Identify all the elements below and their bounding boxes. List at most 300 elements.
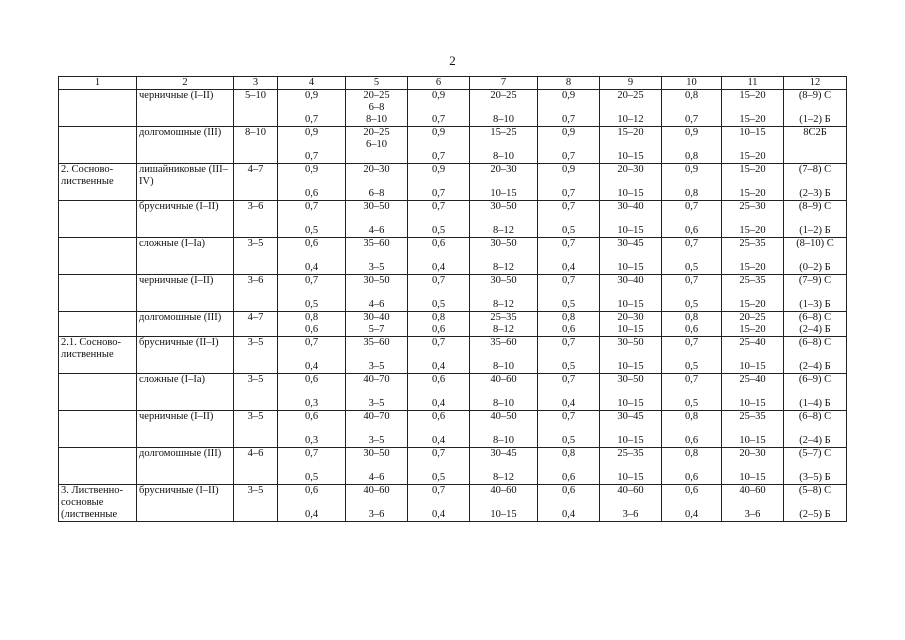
value-cell bbox=[600, 312, 662, 337]
value-text: 0,7 bbox=[304, 275, 319, 286]
value-text: 0,5 bbox=[684, 398, 699, 409]
value-text: 20–30 bbox=[617, 312, 644, 323]
value-cell bbox=[600, 275, 662, 312]
value-cell bbox=[784, 201, 847, 238]
value-text: 0,5 bbox=[684, 361, 699, 372]
value-text: 15–20 bbox=[739, 262, 766, 273]
column-header-1: 1 bbox=[59, 77, 137, 90]
value-text: (2–4) Б bbox=[799, 361, 831, 372]
value-text: 30–40 bbox=[617, 275, 644, 286]
value-text: 8–10 bbox=[493, 435, 514, 446]
value-cell bbox=[722, 164, 784, 201]
value-text: 0,7 bbox=[684, 275, 699, 286]
value-text: (6–8) С bbox=[798, 312, 832, 323]
value-text: 0,5 bbox=[431, 472, 446, 483]
value-text: 0,9 bbox=[304, 127, 319, 138]
value-text: 0,7 bbox=[561, 188, 576, 199]
value-text: 0,5 bbox=[431, 225, 446, 236]
value-text: 0,9 bbox=[431, 90, 446, 101]
value-text: (2–4) Б bbox=[799, 435, 831, 446]
value-text: 0,3 bbox=[304, 435, 319, 446]
subtype-cell: сложные (I–Ia) bbox=[137, 374, 234, 411]
value-text: 0,7 bbox=[561, 201, 576, 212]
value-text: 8–10 bbox=[493, 361, 514, 372]
value-text bbox=[786, 151, 844, 163]
value-text: 25–40 bbox=[739, 374, 766, 385]
value-text: 0,6 bbox=[684, 472, 699, 483]
forest-type-cell bbox=[59, 411, 137, 448]
value-cell bbox=[662, 90, 722, 127]
value-text: 25–35 bbox=[617, 448, 644, 459]
value-text: 0,4 bbox=[561, 398, 576, 409]
value-text bbox=[348, 151, 405, 163]
value-text: 6–8 bbox=[368, 188, 385, 199]
value-text: 40–60 bbox=[617, 485, 644, 496]
column-header-2: 2 bbox=[137, 77, 234, 90]
value-cell bbox=[278, 312, 346, 337]
value-text: 15–20 bbox=[739, 164, 766, 175]
value-text: 0,6 bbox=[304, 485, 319, 496]
value-text: 10–15 bbox=[617, 435, 644, 446]
forest-type-cell bbox=[59, 275, 137, 312]
forest-type-cell bbox=[59, 238, 137, 275]
value-text: 30–50 bbox=[490, 238, 517, 249]
value-cell bbox=[722, 448, 784, 485]
value-text: (2–3) Б bbox=[799, 188, 831, 199]
value-text: 0,8 bbox=[684, 312, 699, 323]
value-text: 0,6 bbox=[561, 485, 576, 496]
value-text: 0,6 bbox=[304, 374, 319, 385]
header-row bbox=[59, 77, 847, 90]
value-text: 10–15 bbox=[739, 127, 766, 138]
value-cell bbox=[662, 201, 722, 238]
value-text: 5–7 bbox=[368, 324, 385, 335]
value-text: 0,7 bbox=[684, 337, 699, 348]
value-text: 8–12 bbox=[493, 262, 514, 273]
value-text: 10–15 bbox=[617, 262, 644, 273]
value-text: 0,8 bbox=[561, 312, 576, 323]
value-text: (0–2) Б bbox=[799, 262, 831, 273]
value-cell bbox=[784, 312, 847, 337]
value-text: 10–15 bbox=[617, 324, 644, 335]
value-text: 40–60 bbox=[363, 485, 390, 496]
forest-type-cell: 2. Сосново-лиственные bbox=[59, 164, 137, 201]
value-cell bbox=[538, 374, 600, 411]
value-cell bbox=[662, 238, 722, 275]
value-text: 0,8 bbox=[431, 312, 446, 323]
value-text: 0,9 bbox=[561, 90, 576, 101]
value-text: 40–70 bbox=[363, 411, 390, 422]
value-cell bbox=[722, 374, 784, 411]
value-text: 40–60 bbox=[490, 485, 517, 496]
value-text: 0,4 bbox=[304, 262, 319, 273]
value-text: 0,5 bbox=[431, 299, 446, 310]
value-text: 0,7 bbox=[561, 337, 576, 348]
value-text: 0,9 bbox=[431, 127, 446, 138]
value-cell bbox=[346, 312, 408, 337]
value-text: 0,5 bbox=[304, 225, 319, 236]
value-text: 10–15 bbox=[490, 188, 517, 199]
value-text: 40–70 bbox=[363, 374, 390, 385]
value-cell bbox=[662, 312, 722, 337]
value-text: 0,4 bbox=[561, 262, 576, 273]
value-text: 0,8 bbox=[684, 90, 699, 101]
value-cell bbox=[408, 374, 470, 411]
value-cell bbox=[600, 374, 662, 411]
value-text: 0,7 bbox=[684, 201, 699, 212]
subtype-cell: долгомошные (III) bbox=[137, 127, 234, 164]
value-text: (8–9) С bbox=[798, 201, 832, 212]
value-cell bbox=[408, 448, 470, 485]
column-header-7: 7 bbox=[470, 77, 538, 90]
age-cell: 3–6 bbox=[234, 275, 278, 312]
value-text: 0,7 bbox=[561, 374, 576, 385]
value-cell bbox=[600, 90, 662, 127]
value-cell bbox=[470, 238, 538, 275]
value-cell bbox=[784, 238, 847, 275]
value-text: 0,4 bbox=[431, 262, 446, 273]
value-text: 0,7 bbox=[684, 114, 699, 125]
value-cell bbox=[600, 164, 662, 201]
value-cell bbox=[722, 127, 784, 164]
value-cell bbox=[538, 90, 600, 127]
value-text: (7–9) С bbox=[798, 275, 832, 286]
value-cell bbox=[346, 164, 408, 201]
table-row bbox=[59, 238, 847, 275]
value-cell bbox=[784, 90, 847, 127]
value-text: 4–6 bbox=[368, 472, 385, 483]
value-cell bbox=[600, 201, 662, 238]
value-text: 0,9 bbox=[561, 164, 576, 175]
value-text: 25–35 bbox=[739, 238, 766, 249]
value-cell bbox=[662, 164, 722, 201]
value-cell bbox=[408, 90, 470, 127]
page-number: 2 bbox=[449, 53, 456, 68]
value-text: 0,7 bbox=[431, 448, 446, 459]
subtype-cell: долгомошные (III) bbox=[137, 448, 234, 485]
value-text: 20–25 bbox=[490, 90, 517, 101]
value-text: (8–9) С bbox=[798, 90, 832, 101]
value-text: 20–25 bbox=[739, 312, 766, 323]
value-text: 0,5 bbox=[304, 299, 319, 310]
value-text: 0,6 bbox=[431, 411, 446, 422]
age-cell: 3–5 bbox=[234, 411, 278, 448]
age-cell: 3–6 bbox=[234, 201, 278, 238]
value-text: (1–4) Б bbox=[799, 398, 831, 409]
value-text: 0,8 bbox=[684, 448, 699, 459]
value-cell bbox=[470, 275, 538, 312]
value-text: 0,4 bbox=[304, 509, 319, 520]
value-text: 10–15 bbox=[490, 509, 517, 520]
value-text: 3–5 bbox=[368, 262, 385, 273]
value-text: 0,7 bbox=[431, 114, 446, 125]
value-cell bbox=[278, 238, 346, 275]
value-text: 6–10 bbox=[366, 139, 387, 150]
value-cell bbox=[538, 238, 600, 275]
value-cell bbox=[722, 411, 784, 448]
value-cell bbox=[346, 275, 408, 312]
value-text: 0,4 bbox=[684, 509, 699, 520]
value-cell bbox=[278, 411, 346, 448]
value-text: 4–6 bbox=[368, 299, 385, 310]
value-text: 10–15 bbox=[617, 188, 644, 199]
column-header-5: 5 bbox=[346, 77, 408, 90]
value-text: 8–12 bbox=[493, 225, 514, 236]
value-text: 0,5 bbox=[304, 472, 319, 483]
value-text: 0,9 bbox=[304, 164, 319, 175]
value-text: 20–30 bbox=[363, 164, 390, 175]
value-text: 30–50 bbox=[363, 201, 390, 212]
forest-type-cell bbox=[59, 312, 137, 337]
value-cell bbox=[346, 238, 408, 275]
value-text: 20–25 bbox=[617, 90, 644, 101]
value-cell bbox=[784, 164, 847, 201]
value-text: 10–15 bbox=[617, 361, 644, 372]
value-text: 0,7 bbox=[431, 337, 446, 348]
value-cell bbox=[470, 201, 538, 238]
value-text: 10–15 bbox=[617, 299, 644, 310]
value-text: (1–3) Б bbox=[799, 299, 831, 310]
value-cell bbox=[662, 448, 722, 485]
value-cell bbox=[278, 374, 346, 411]
value-cell bbox=[538, 201, 600, 238]
value-text: (6–9) С bbox=[798, 374, 832, 385]
value-cell bbox=[346, 127, 408, 164]
value-text: 30–40 bbox=[363, 312, 390, 323]
value-text: 4–6 bbox=[368, 225, 385, 236]
value-cell bbox=[600, 485, 662, 522]
value-text: 30–40 bbox=[617, 201, 644, 212]
forest-type-cell bbox=[59, 90, 137, 127]
value-cell bbox=[722, 275, 784, 312]
value-cell bbox=[346, 374, 408, 411]
value-text: 10–15 bbox=[617, 398, 644, 409]
value-text: 15–20 bbox=[739, 90, 766, 101]
value-cell bbox=[346, 485, 408, 522]
value-text: 10–15 bbox=[739, 472, 766, 483]
value-cell bbox=[662, 374, 722, 411]
forest-type-cell: 2.1. Сосново-лиственные bbox=[59, 337, 137, 374]
value-text: 8–12 bbox=[493, 299, 514, 310]
value-text: 10–15 bbox=[739, 361, 766, 372]
value-text: 8–12 bbox=[493, 472, 514, 483]
forest-type-cell bbox=[59, 201, 137, 238]
value-text: 8С2Б bbox=[803, 127, 827, 138]
value-cell bbox=[538, 275, 600, 312]
value-text: 0,5 bbox=[561, 299, 576, 310]
value-text: (6–8) С bbox=[798, 411, 832, 422]
value-text: 0,6 bbox=[684, 435, 699, 446]
value-text: (7–8) С bbox=[798, 164, 832, 175]
value-text: 25–35 bbox=[739, 275, 766, 286]
value-text: 0,7 bbox=[304, 201, 319, 212]
value-text: 15–20 bbox=[739, 225, 766, 236]
subtype-cell: брусничные (I–II) bbox=[137, 485, 234, 522]
value-cell bbox=[470, 337, 538, 374]
value-cell bbox=[538, 411, 600, 448]
value-cell bbox=[408, 238, 470, 275]
value-text: 0,8 bbox=[684, 411, 699, 422]
value-text: 40–60 bbox=[490, 374, 517, 385]
value-text: 10–15 bbox=[739, 398, 766, 409]
value-cell bbox=[278, 164, 346, 201]
value-text: 25–40 bbox=[739, 337, 766, 348]
forest-type-cell bbox=[59, 374, 137, 411]
value-cell bbox=[408, 337, 470, 374]
value-text: 8–10 bbox=[366, 114, 387, 125]
value-text: 40–60 bbox=[739, 485, 766, 496]
value-text: 0,7 bbox=[561, 238, 576, 249]
age-cell: 3–5 bbox=[234, 485, 278, 522]
value-text: 15–20 bbox=[739, 188, 766, 199]
value-text: (6–8) С bbox=[798, 337, 832, 348]
value-cell bbox=[600, 411, 662, 448]
value-cell bbox=[600, 127, 662, 164]
column-header-12: 12 bbox=[784, 77, 847, 90]
value-cell bbox=[722, 485, 784, 522]
value-text: 20–25 bbox=[363, 90, 390, 101]
value-cell bbox=[538, 312, 600, 337]
value-text: (1–2) Б bbox=[799, 225, 831, 236]
age-cell: 3–5 bbox=[234, 238, 278, 275]
value-text: 15–20 bbox=[739, 151, 766, 162]
age-cell: 4–7 bbox=[234, 312, 278, 337]
value-cell bbox=[722, 337, 784, 374]
value-text: 15–25 bbox=[490, 127, 517, 138]
value-text: 10–15 bbox=[617, 472, 644, 483]
value-text: 20–30 bbox=[617, 164, 644, 175]
value-text: 25–35 bbox=[490, 312, 517, 323]
column-header-9: 9 bbox=[600, 77, 662, 90]
value-text: 3–6 bbox=[622, 509, 639, 520]
value-cell bbox=[784, 411, 847, 448]
value-text: 0,7 bbox=[561, 411, 576, 422]
value-text: 0,7 bbox=[431, 275, 446, 286]
column-header-11: 11 bbox=[722, 77, 784, 90]
value-text: 0,8 bbox=[304, 312, 319, 323]
value-text: 0,4 bbox=[431, 398, 446, 409]
value-cell bbox=[278, 337, 346, 374]
value-text: 8–10 bbox=[493, 114, 514, 125]
value-text: 0,7 bbox=[684, 238, 699, 249]
value-text: 0,5 bbox=[561, 361, 576, 372]
value-cell bbox=[408, 164, 470, 201]
value-text: 6–8 bbox=[368, 102, 385, 113]
value-text: 0,5 bbox=[561, 435, 576, 446]
column-header-3: 3 bbox=[234, 77, 278, 90]
age-cell: 8–10 bbox=[234, 127, 278, 164]
value-cell bbox=[346, 448, 408, 485]
age-cell: 4–7 bbox=[234, 164, 278, 201]
value-cell bbox=[278, 448, 346, 485]
value-text: 15–20 bbox=[739, 324, 766, 335]
value-cell bbox=[662, 337, 722, 374]
value-text: 0,5 bbox=[684, 299, 699, 310]
value-text: 0,8 bbox=[561, 448, 576, 459]
value-text: 0,4 bbox=[431, 435, 446, 446]
value-cell bbox=[784, 485, 847, 522]
value-text: 10–15 bbox=[617, 151, 644, 162]
value-text: (2–4) Б bbox=[799, 324, 831, 335]
value-text: 0,9 bbox=[304, 90, 319, 101]
value-cell bbox=[278, 90, 346, 127]
value-cell bbox=[538, 485, 600, 522]
value-cell bbox=[662, 127, 722, 164]
subtype-cell: черничные (I–II) bbox=[137, 411, 234, 448]
value-text: 3–5 bbox=[368, 398, 385, 409]
value-text: 8–12 bbox=[493, 324, 514, 335]
value-text: 20–25 bbox=[363, 127, 390, 138]
value-text: (8–10) С bbox=[796, 238, 834, 249]
value-text: 30–45 bbox=[490, 448, 517, 459]
value-text: 8–10 bbox=[493, 151, 514, 162]
value-cell bbox=[784, 337, 847, 374]
value-text: 0,7 bbox=[304, 114, 319, 125]
value-text: 3–6 bbox=[744, 509, 761, 520]
value-text: (5–8) С bbox=[798, 485, 832, 496]
value-text: 0,6 bbox=[684, 485, 699, 496]
value-text: 30–45 bbox=[617, 238, 644, 249]
value-text: 0,9 bbox=[431, 164, 446, 175]
age-cell: 3–5 bbox=[234, 337, 278, 374]
forest-type-cell bbox=[59, 127, 137, 164]
value-text: 0,4 bbox=[561, 509, 576, 520]
value-text: (1–2) Б bbox=[799, 114, 831, 125]
value-cell bbox=[784, 127, 847, 164]
value-cell bbox=[346, 90, 408, 127]
subtype-cell: сложные (I–Ia) bbox=[137, 238, 234, 275]
value-cell bbox=[408, 411, 470, 448]
value-cell bbox=[538, 337, 600, 374]
value-cell bbox=[278, 127, 346, 164]
value-text: 0,6 bbox=[304, 411, 319, 422]
value-cell bbox=[470, 485, 538, 522]
value-cell bbox=[408, 127, 470, 164]
value-text: 0,9 bbox=[684, 164, 699, 175]
forest-type-cell: 3. Лиственно-сосновые (лиственные bbox=[59, 485, 137, 522]
table-row bbox=[59, 411, 847, 448]
value-text: 30–50 bbox=[490, 201, 517, 212]
forest-table bbox=[58, 76, 847, 522]
value-text: (2–5) Б bbox=[799, 509, 831, 520]
value-cell bbox=[408, 485, 470, 522]
value-cell bbox=[470, 411, 538, 448]
value-cell bbox=[662, 485, 722, 522]
value-text: 0,6 bbox=[561, 472, 576, 483]
value-cell bbox=[600, 337, 662, 374]
table-row bbox=[59, 337, 847, 374]
value-text: 10–15 bbox=[617, 225, 644, 236]
age-cell: 4–6 bbox=[234, 448, 278, 485]
value-text: (3–5) Б bbox=[799, 472, 831, 483]
value-text: 8–10 bbox=[493, 398, 514, 409]
value-text: 0,4 bbox=[304, 361, 319, 372]
value-text: 0,4 bbox=[431, 361, 446, 372]
value-cell bbox=[538, 164, 600, 201]
column-header-8: 8 bbox=[538, 77, 600, 90]
column-header-6: 6 bbox=[408, 77, 470, 90]
value-cell bbox=[470, 164, 538, 201]
value-text: 0,7 bbox=[684, 374, 699, 385]
value-text: 0,4 bbox=[431, 509, 446, 520]
value-text: 3–5 bbox=[368, 435, 385, 446]
value-text: 0,9 bbox=[561, 127, 576, 138]
value-text: 0,6 bbox=[561, 324, 576, 335]
value-text: 0,6 bbox=[304, 238, 319, 249]
subtype-cell: черничные (I–II) bbox=[137, 275, 234, 312]
value-cell bbox=[722, 238, 784, 275]
value-cell bbox=[784, 448, 847, 485]
